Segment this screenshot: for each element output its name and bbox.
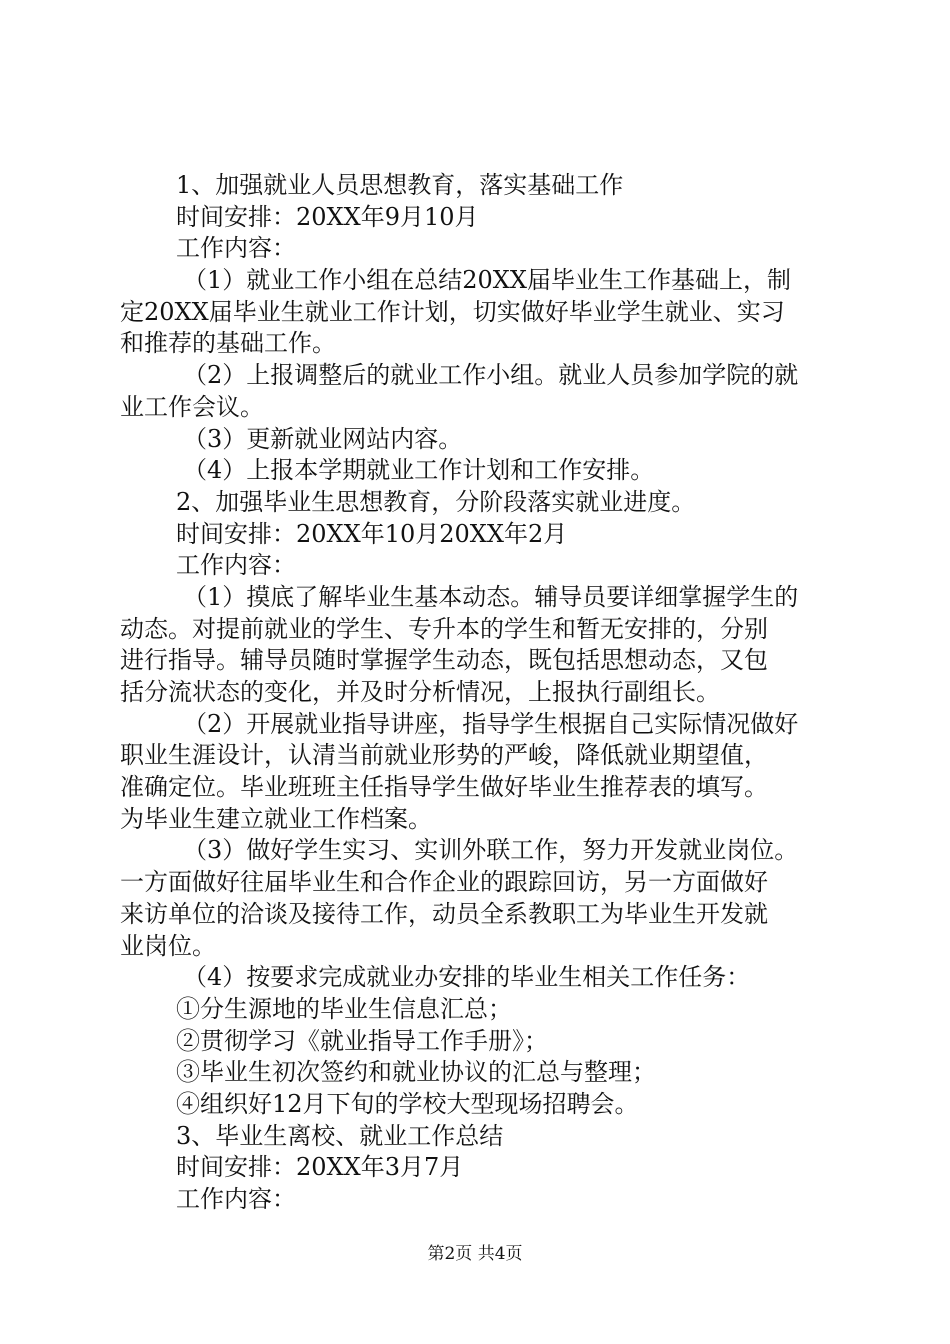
- text-line: 业工作会议。: [120, 392, 264, 421]
- text-line: 业岗位。: [120, 931, 216, 960]
- text-line: ①分生源地的毕业生信息汇总；: [176, 994, 512, 1023]
- text-line: （3）更新就业网站内容。: [183, 424, 463, 453]
- text-line: 1、加强就业人员思想教育，落实基础工作: [176, 171, 624, 199]
- text-line: 进行指导。辅导员随时掌握学生动态，既包括思想动态，又包: [120, 646, 768, 675]
- text-line: 2、加强毕业生思想教育，分阶段落实就业进度。: [176, 487, 696, 516]
- text-line: 工作内容：: [176, 1185, 296, 1213]
- text-line: （4）按要求完成就业办安排的毕业生相关工作任务：: [183, 963, 751, 992]
- text-line: （2）开展就业指导讲座，指导学生根据自己实际情况做好: [183, 709, 799, 738]
- text-line: （4）上报本学期就业工作计划和工作安排。: [183, 456, 655, 485]
- text-line: 来访单位的洽谈及接待工作，动员全系教职工为毕业生开发就: [120, 899, 768, 928]
- text-line: 定20XX届毕业生就业工作计划，切实做好毕业学生就业、实习: [120, 297, 785, 326]
- text-line: 括分流状态的变化，并及时分析情况，上报执行副组长。: [120, 678, 720, 706]
- text-line: 3、毕业生离校、就业工作总结: [176, 1121, 504, 1150]
- text-line: 动态。对提前就业的学生、专升本的学生和暂无安排的，分别: [120, 614, 768, 643]
- text-line: 时间安排：20XX年3月7月: [176, 1153, 464, 1182]
- text-line: 一方面做好往届毕业生和合作企业的跟踪回访，另一方面做好: [120, 868, 768, 897]
- text-line: （1）就业工作小组在总结20XX届毕业生工作基础上，制: [183, 266, 791, 295]
- text-line: 时间安排：20XX年9月10月: [176, 202, 479, 231]
- text-line: 为毕业生建立就业工作档案。: [120, 804, 432, 833]
- document-body: [120, 170, 835, 1216]
- text-line: 时间安排：20XX年10月20XX年2月: [176, 519, 568, 548]
- text-line: （3）做好学生实习、实训外联工作，努力开发就业岗位。: [183, 836, 799, 865]
- text-line: 职业生涯设计，认清当前就业形势的严峻，降低就业期望值，: [120, 741, 768, 770]
- text-line: ②贯彻学习《就业指导工作手册》；: [176, 1026, 548, 1055]
- text-line: （1）摸底了解毕业生基本动态。辅导员要详细掌握学生的: [183, 582, 799, 611]
- text-line: 工作内容：: [176, 234, 296, 263]
- page-footer: 第2页 共4页: [427, 1244, 523, 1264]
- text-line: 和推荐的基础工作。: [120, 329, 336, 358]
- text-line: （2）上报调整后的就业工作小组。就业人员参加学院的就: [183, 361, 799, 390]
- text-line: 工作内容：: [176, 551, 296, 580]
- text-line: 准确定位。毕业班班主任指导学生做好毕业生推荐表的填写。: [120, 773, 768, 802]
- text-line: ③毕业生初次签约和就业协议的汇总与整理；: [176, 1058, 656, 1087]
- text-line: ④组织好12月下旬的学校大型现场招聘会。: [176, 1089, 639, 1118]
